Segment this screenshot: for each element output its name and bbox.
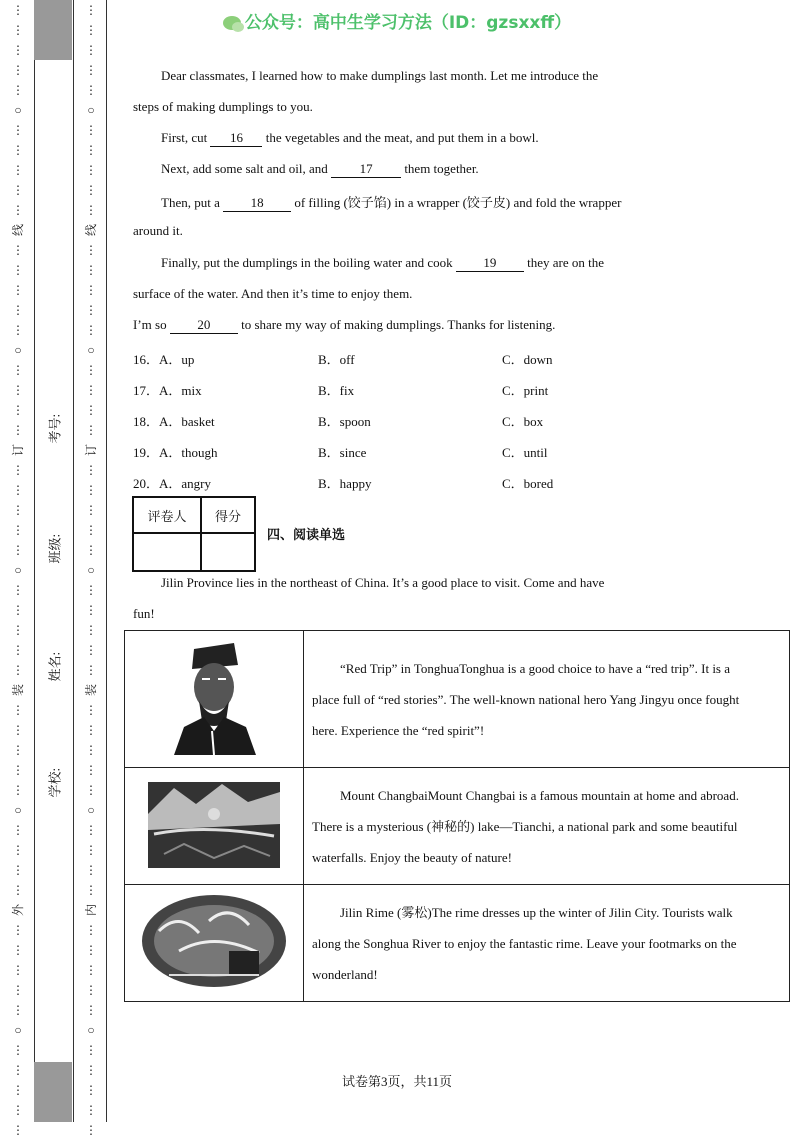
text: to share my way of making dumplings. Thanks for listening. [237,317,556,332]
dot-segment: ⋮ [85,323,97,337]
dot-segment: ⋮ [85,703,97,717]
score-header: 得分 [201,497,255,533]
dot-segment: ⋮ [85,1003,97,1017]
question-option[interactable]: 20．A．angry [133,476,211,491]
dot-segment: ⋮ [12,1003,24,1017]
passage-line [161,130,539,147]
dot-segment: ⋮ [12,883,24,897]
question-option[interactable]: 16．A．up [133,352,195,367]
question-option[interactable]: C．box [502,414,544,429]
dot-segment: ⋮ [12,623,24,637]
dot-segment: ⋮ [85,583,97,597]
grader-cell[interactable] [133,533,201,571]
dot-segment: ⋮ [12,543,24,557]
binding-mark: 订 [83,443,98,457]
dot-segment: ⋮ [85,1043,97,1057]
dot-segment: ⋮ [85,983,97,997]
dot-segment: ⋮ [12,483,24,497]
dot-segment: ⋮ [85,183,97,197]
dot-segment: ⋮ [12,1043,24,1057]
score-box [132,496,256,572]
blank-17: 17 [331,161,401,178]
blank-19: 19 [456,255,524,272]
dot-segment: ⋮ [12,383,24,397]
dot-segment: ⋮ [85,483,97,497]
text: Finally, put the dumplings in the boiling water and cook [161,255,456,270]
wechat-icon [223,16,241,30]
dot-segment: ⋮ [85,3,97,17]
dot-segment: ⋮ [85,723,97,737]
dot-segment: ⋮ [12,163,24,177]
blank-20: 20 [170,317,238,334]
passage-line: steps of making dumplings to you. [133,99,313,114]
dot-segment: ⋮ [85,143,97,157]
school-label: 学校: [47,767,63,798]
question-option[interactable]: C．print [502,383,549,398]
dot-segment: ⋮ [85,1063,97,1077]
desc-line: place full of “red stories”. The well-known national hero Yang Jingyu once fought [312,691,740,707]
dot-segment: ⋮ [85,623,97,637]
binding-mark: 装 [83,683,98,697]
dot-segment: ⋮ [12,863,24,877]
dot-segment: ⋮ [85,943,97,957]
dot-segment: ⋮ [85,783,97,797]
grader-header: 评卷人 [133,497,201,533]
text: they are on the [523,255,605,270]
dot-segment: ⋮ [85,923,97,937]
name-label: 姓名: [47,651,63,682]
inner-dotted-line [83,0,98,1137]
table-row [125,631,790,768]
dot-segment: ⋮ [85,523,97,537]
dot-segment: ⋮ [85,1123,97,1137]
dot-segment: ⋮ [85,243,97,257]
circle-mark: ○ [14,103,22,117]
dot-segment: ⋮ [12,583,24,597]
dot-segment: ⋮ [85,743,97,757]
section-title: 四、阅读单选 [267,528,346,543]
blank-16: 16 [210,130,262,147]
dot-segment: ⋮ [12,263,24,277]
circle-mark: ○ [14,803,22,817]
circle-mark: ○ [14,1023,22,1037]
rime-image [139,891,289,991]
desc-line: along the Songhua River to enjoy the fantastic rime. Leave your footmarks on the [312,935,737,951]
binding-mark: 线 [83,223,98,237]
blank-18: 18 [223,195,291,212]
circle-mark: ○ [87,1023,95,1037]
circle-mark: ○ [14,343,22,357]
circle-mark: ○ [87,103,95,117]
table-row [125,885,790,1002]
image-cell [125,768,304,885]
dot-segment: ⋮ [85,123,97,137]
dot-segment: ⋮ [12,503,24,517]
text: the vegetables and the meat, and put them in a bowl. [262,130,539,145]
dot-segment: ⋮ [85,603,97,617]
exam-number-label: 考号: [47,413,63,444]
question-option[interactable]: B．fix [318,383,355,398]
dot-segment: ⋮ [12,783,24,797]
desc-line: waterfalls. Enjoy the beauty of nature! [312,849,512,865]
binding-mark: 装 [10,683,25,697]
class-label: 班级: [47,533,63,564]
dot-segment: ⋮ [85,403,97,417]
dot-segment: ⋮ [12,823,24,837]
dot-segment: ⋮ [85,503,97,517]
dot-segment: ⋮ [12,3,24,17]
dot-segment: ⋮ [85,1083,97,1097]
desc-line: There is a mysterious (神秘的) lake—Tianchi, a national park and some beautiful [312,818,738,834]
dot-segment: ⋮ [85,663,97,677]
dot-segment: ⋮ [12,363,24,377]
dot-segment: ⋮ [85,163,97,177]
dot-segment: ⋮ [12,123,24,137]
dot-segment: ⋮ [12,1063,24,1077]
dot-segment: ⋮ [12,143,24,157]
dot-segment: ⋮ [85,823,97,837]
passage-line: surface of the water. And then it’s time to enjoy them. [133,286,413,301]
page-footer: 试卷第3页，共11页 [341,1074,453,1089]
question-option[interactable]: 19．A．though [133,445,218,460]
dot-segment: ⋮ [12,63,24,77]
dot-segment: ⋮ [12,643,24,657]
dot-segment: ⋮ [85,383,97,397]
binding-mark: 线 [10,223,25,237]
dot-segment: ⋮ [85,843,97,857]
passage-line: around it. [133,223,183,238]
passage-line: Dear classmates, I learned how to make dumplings last month. Let me introduce the [161,68,599,83]
circle-mark: ○ [14,563,22,577]
passage-line [161,192,621,212]
question-option[interactable]: C．until [502,445,548,460]
dot-segment: ⋮ [85,63,97,77]
text: I’m so [133,317,170,332]
watermark-header [0,8,794,33]
dot-segment: ⋮ [85,423,97,437]
text: Then, put a [161,195,224,210]
dot-segment: ⋮ [12,763,24,777]
dot-segment: ⋮ [85,963,97,977]
text: First, cut [161,130,211,145]
passage-line [161,255,604,272]
dot-segment: ⋮ [12,43,24,57]
dot-segment: ⋮ [12,83,24,97]
dot-segment: ⋮ [12,283,24,297]
reading-intro: fun! [133,606,155,621]
reading-intro: Jilin Province lies in the northeast of China. It’s a good place to visit. Come and have [161,575,605,590]
desc-line: Jilin Rime (雾松)The rime dresses up the winter of Jilin City. Tourists walk [340,904,733,920]
dot-segment: ⋮ [12,1123,24,1137]
portrait-image [164,635,264,759]
dot-segment: ⋮ [85,203,97,217]
binding-mark: 内 [83,903,98,917]
desc-line: “Red Trip” in TonghuaTonghua is a good choice to have a “red trip”. It is a [340,660,731,676]
dot-segment: ⋮ [12,463,24,477]
outer-dotted-line [10,0,25,1137]
passage-line [161,161,479,178]
circle-mark: ○ [87,803,95,817]
dot-segment: ⋮ [12,323,24,337]
margin-rule [106,0,107,1122]
circle-mark: ○ [87,343,95,357]
text: Next, add some salt and oil, and [161,161,332,176]
watermark-text: 公众号：高中生学习方法（ID：gzsxxff） [244,13,572,33]
dot-segment: ⋮ [12,423,24,437]
dot-segment: ⋮ [12,1083,24,1097]
dot-segment: ⋮ [85,543,97,557]
circle-mark: ○ [87,563,95,577]
image-cell [125,631,304,768]
dot-segment: ⋮ [85,283,97,297]
image-cell [125,885,304,1002]
question-option[interactable]: 18．A．basket [133,414,215,429]
binding-mark: 外 [10,903,25,917]
dot-segment: ⋮ [12,243,24,257]
dot-segment: ⋮ [85,363,97,377]
dot-segment: ⋮ [12,983,24,997]
dot-segment: ⋮ [12,743,24,757]
dot-segment: ⋮ [85,763,97,777]
dot-segment: ⋮ [85,263,97,277]
dot-segment: ⋮ [12,663,24,677]
question-option[interactable]: C．bored [502,476,554,491]
dot-segment: ⋮ [12,303,24,317]
question-option[interactable]: B．since [318,445,367,460]
binding-mark: 订 [10,443,25,457]
dot-segment: ⋮ [85,643,97,657]
dot-segment: ⋮ [12,843,24,857]
dot-segment: ⋮ [85,83,97,97]
question-option[interactable]: B．off [318,352,355,367]
passage-line [133,317,555,334]
dot-segment: ⋮ [12,943,24,957]
dot-segment: ⋮ [12,183,24,197]
description-cell [304,885,790,1002]
dot-segment: ⋮ [85,463,97,477]
description-cell [304,768,790,885]
text: of filling (饺子馅) in a wrapper (饺子皮) and fold the wrapper [291,195,622,210]
desc-line: Mount ChangbaiMount Changbai is a famous mountain at home and abroad. [340,787,739,803]
question-option[interactable]: B．happy [318,476,372,491]
dot-segment: ⋮ [85,43,97,57]
dot-segment: ⋮ [85,303,97,317]
dot-segment: ⋮ [12,603,24,617]
score-cell[interactable] [201,533,255,571]
dot-segment: ⋮ [12,963,24,977]
dot-segment: ⋮ [12,523,24,537]
dot-segment: ⋮ [85,1103,97,1117]
question-option[interactable]: C．down [502,352,553,367]
desc-line: here. Experience the “red spirit”! [312,722,485,738]
mountain-image [144,774,284,874]
dot-segment: ⋮ [12,23,24,37]
question-option[interactable]: 17．A．mix [133,383,202,398]
dot-segment: ⋮ [12,923,24,937]
text: them together. [401,161,479,176]
table-row [125,768,790,885]
dot-segment: ⋮ [12,403,24,417]
question-option[interactable]: B．spoon [318,414,371,429]
dot-segment: ⋮ [85,23,97,37]
desc-line: wonderland! [312,966,378,982]
dot-segment: ⋮ [12,1103,24,1117]
dot-segment: ⋮ [85,863,97,877]
dot-segment: ⋮ [12,203,24,217]
dot-segment: ⋮ [12,703,24,717]
dot-segment: ⋮ [12,723,24,737]
dot-segment: ⋮ [85,883,97,897]
attractions-table [124,630,790,1002]
description-cell [304,631,790,768]
